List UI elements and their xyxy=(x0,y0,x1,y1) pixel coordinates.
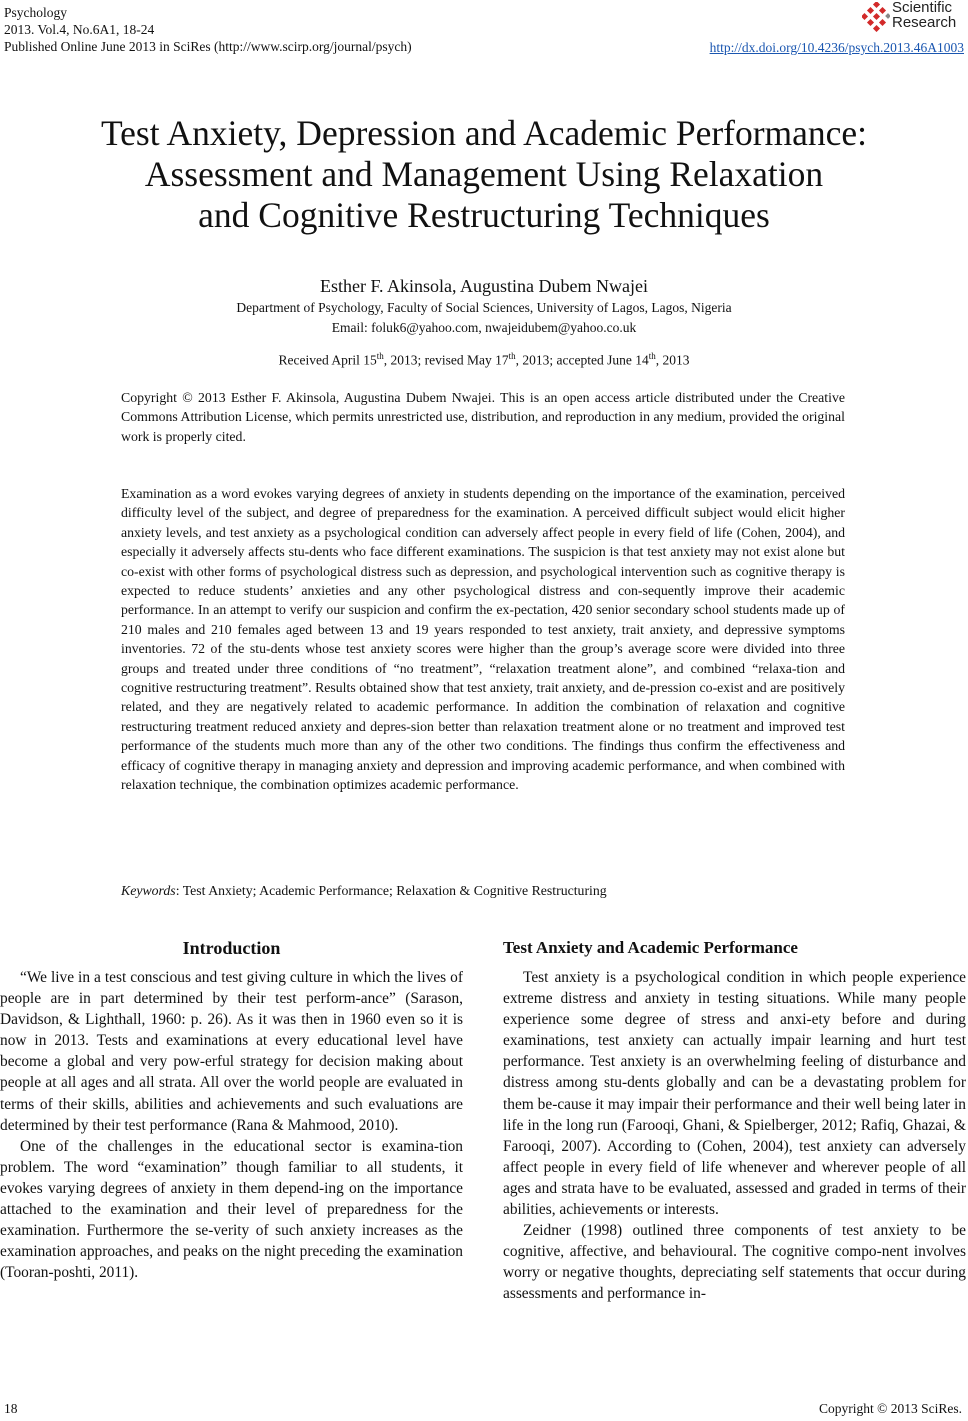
body-paragraph: Zeidner (1998) outlined three components of test anxiety to be cognitive, affective, and behavioural. The cognitive compo-nent involves worry or negative thoughts, depreciating self statements that occur during assessments and performance in- xyxy=(503,1222,966,1303)
paper-title xyxy=(60,113,908,236)
accepted-date-text: , 2013; accepted June 14 xyxy=(515,352,649,368)
body-paragraph: “We live in a test conscious and test giving culture in which the lives of people are in part determined by their test perform-ance” (Sarason, Davidson, & Lighthall, 1960: p. 26). As it was then in 1960 even so it is now in 2013. Tests and examinations at every educational level have become a global and very pow-erful strategy for decision making about people at all ages and all strata. All over the world people are evaluated in terms of their skills, abilities and achievements and such evaluations are determined by their test performance (Rana & Mahmood, 2010). xyxy=(0,969,463,1134)
journal-volume: 2013. Vol.4, No.6A1, 18-24 xyxy=(4,22,155,37)
scientific-research-logo xyxy=(862,0,962,36)
affiliation: Department of Psychology, Faculty of Social Sciences, University of Lagos, Lagos, Nigeria xyxy=(236,300,732,315)
revised-date-text: , 2013; revised May 17 xyxy=(383,352,509,368)
logo-line-scientific: Scientific xyxy=(892,0,953,16)
affiliation-block xyxy=(0,298,968,338)
journal-header xyxy=(4,4,412,55)
received-dates xyxy=(0,351,968,369)
author-emails: Email: foluk6@yahoo.com, nwajeidubem@yahoo.co.uk xyxy=(331,320,637,335)
title-line: Test Anxiety, Depression and Academic Performance: xyxy=(100,113,868,153)
right-column xyxy=(503,936,966,1305)
body-paragraph: One of the challenges in the educational sector is examina-tion problem. The word “examination” though familiar to all students, it evokes varying degrees of anxiety in them depend-ing on the importance attached to the examination and their level of preparedness for the examination. Furthermore the se-verity of such anxiety increases as the examination approaches, and peaks on the night preceding the examination (Tooran-poshti, 2011). xyxy=(0,1137,463,1282)
date-suffix: th xyxy=(648,351,656,361)
keywords-list: : Test Anxiety; Academic Performance; Relaxation & Cognitive Restructuring xyxy=(175,883,607,898)
title-line: Assessment and Management Using Relaxation xyxy=(144,154,824,194)
section-heading-introduction: Introduction xyxy=(182,938,281,958)
year-text: , 2013 xyxy=(655,352,690,368)
section-heading-test-anxiety: Test Anxiety and Academic Performance xyxy=(503,938,798,957)
date-suffix: th xyxy=(508,351,516,361)
abstract: Examination as a word evokes varying degrees of anxiety in students depending on the importance of the examination, perceived difficulty level of the subject, and degree of preparedness for the examination. A perceived difficult subject would elicit higher anxiety levels, and test anxiety as a psychological condition can adversely affect people in every field of life (Cohen, 2004), and especially it adversely affects stu-dents who face different examinations. The suspicion is that test anxiety may not exist alone but co-exist with other forms of psychological distress such as depression, and psychological intervention such as cognitive therapy is expected to reduce students’ anxieties and any other psychological distress and con-sequently improve their academic performance. In an attempt to verify our suspicion and confirm the ex-pectation, 420 senior secondary school students made up of 210 males and 210 females aged between 13 and 19 years responded to test anxiety, trait anxiety, and depressive symptoms inventories. 72 of the stu-dents whose test anxiety scores were higher than the group’s average score were divided into three groups and treated under three conditions of “no treatment”, “relaxation treatment alone”, and combined “relaxa-tion and cognitive restructuring treatment”. Results obtained show that test anxiety, trait anxiety, and de-pression co-exist and are positively related, and they are negatively related to academic performance. In addition the combination of relaxation and cognitive restructuring treatment reduced anxiety and depres-sion better than relaxation treatment alone or no treatment and improved test performance of the students much more than any of the other two conditions. The findings thus confirm the effectiveness and efficacy of cognitive therapy in managing anxiety and depression and improving academic performance, and when combined with relaxation technique, the combination optimizes academic performance. xyxy=(121,486,845,793)
left-column xyxy=(0,936,463,1283)
page-number: 18 xyxy=(4,1401,18,1416)
authors: Esther F. Akinsola, Augustina Dubem Nwajei xyxy=(319,276,649,296)
received-date-text: Received April 15 xyxy=(278,352,377,368)
scientific-research-diamond-logo-icon xyxy=(862,2,890,32)
title-line: and Cognitive Restructuring Techniques xyxy=(198,195,770,235)
journal-published-line: Published Online June 2013 in SciRes (http://www.scirp.org/journal/psych) xyxy=(4,39,412,54)
journal-name: Psychology xyxy=(4,5,68,20)
body-paragraph: Test anxiety is a psychological condition in which people experience extreme distress and anxiety in testing situations. While many people experience some degree of stress and anxi-ety before and during examinations, test anxiety can actually impair learning and hurt test performance. Test anxiety is an overwhelming feeling of disturbance and distress among stu-dents globally and can be a devastating problem for them be-cause it may impair their performance and their well being later in life in the long run (Farooqi, Ghani, & Spielberger, 2012; Rafiq, Ghazai, & Farooqi, 2007). According to (Cohen, 2004), test anxiety can adversely affect people in every field of life whenever and wherever people of all ages and strata have to be evaluated, assessed and graded in terms of their abilities, achievements or interests. xyxy=(503,969,966,1219)
logo-line-research: Research xyxy=(892,14,957,31)
copyright-notice: Copyright © 2013 Esther F. Akinsola, Augustina Dubem Nwajei. This is an open access article distributed under the Creative Commons Attribution License, which permits unrestricted use, distribution, and reproduction in any medium, provided the original work is properly cited. xyxy=(121,390,845,444)
doi-link[interactable]: http://dx.doi.org/10.4236/psych.2013.46A1003 xyxy=(709,40,964,55)
keywords xyxy=(121,883,607,899)
date-suffix: th xyxy=(376,351,384,361)
keywords-label: Keywords xyxy=(121,883,176,898)
footer-copyright: Copyright © 2013 SciRes. xyxy=(818,1401,962,1416)
